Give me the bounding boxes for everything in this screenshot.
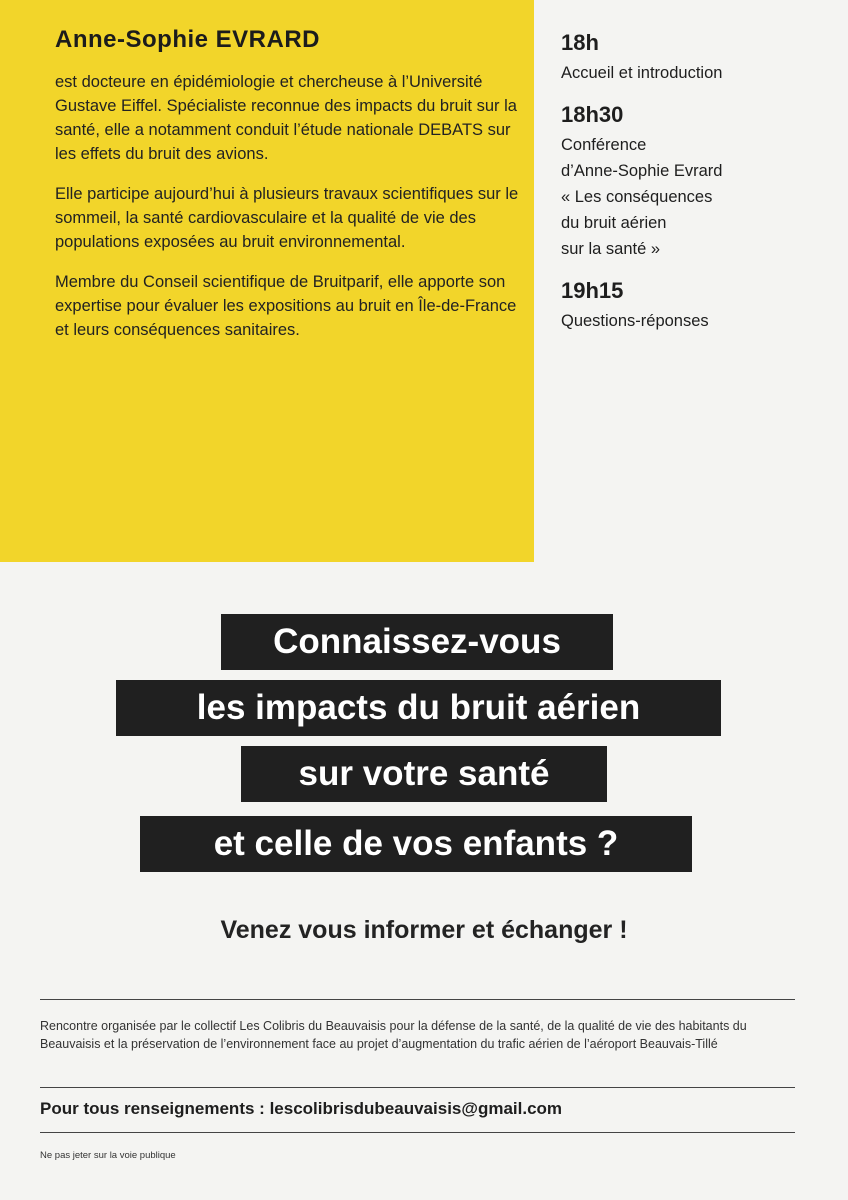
schedule-item bbox=[561, 278, 831, 334]
headline-line: Connaissez-vous bbox=[221, 614, 613, 670]
contact-label: Pour tous renseignements : bbox=[40, 1099, 265, 1118]
schedule-description: Accueil et introduction bbox=[561, 64, 723, 82]
organizer-note: Rencontre organisée par le collectif Les Colibris du Beauvaisis pour la défense de la santé, de la qualité de vie des habitants du Beauvaisis et la préservation de l’environnement face au projet d’augmentation du trafic aérien de l’aéroport Beauvais-Tillé bbox=[40, 1019, 747, 1051]
call-to-action: Venez vous informer et échanger ! bbox=[220, 916, 628, 944]
speaker-bio bbox=[55, 26, 525, 358]
bio-paragraph: Membre du Conseil scientifique de Bruitparif, elle apporte son expertise pour évaluer les expositions au bruit en Île-de-France et leurs conséquences sanitaires. bbox=[55, 273, 517, 339]
headline-line: les impacts du bruit aérien bbox=[116, 680, 721, 736]
schedule-description: Questions-réponses bbox=[561, 312, 709, 330]
bio-paragraph: Elle participe aujourd’hui à plusieurs travaux scientifiques sur le sommeil, la santé cardiovasculaire et la qualité de vie des populations exposées au bruit environnemental. bbox=[55, 185, 519, 251]
schedule-time: 18h bbox=[561, 30, 599, 55]
headline-line: sur votre santé bbox=[241, 746, 607, 802]
contact-line bbox=[40, 1099, 562, 1119]
schedule-item bbox=[561, 30, 831, 86]
divider bbox=[40, 999, 795, 1000]
disclaimer: Ne pas jeter sur la voie publique bbox=[40, 1150, 176, 1161]
bio-paragraph: est docteure en épidémiologie et chercheuse à l’Université Gustave Eiffel. Spécialiste reconnue des impacts du bruit sur la santé, elle a notamment conduit l’étude nationale DEBATS sur les effets du bruit des avions. bbox=[55, 73, 517, 163]
schedule-time: 18h30 bbox=[561, 102, 624, 127]
divider bbox=[40, 1087, 795, 1088]
contact-email: lescolibrisdubeauvaisis@gmail.com bbox=[269, 1099, 563, 1118]
divider bbox=[40, 1132, 795, 1133]
schedule-description: Conférence d’Anne-Sophie Evrard « Les conséquences du bruit aérien sur la santé » bbox=[561, 136, 723, 258]
headline-line: et celle de vos enfants ? bbox=[140, 816, 692, 872]
speaker-name: Anne-Sophie EVRARD bbox=[55, 26, 321, 53]
schedule-item bbox=[561, 102, 831, 262]
event-schedule bbox=[561, 30, 831, 350]
schedule-time: 19h15 bbox=[561, 278, 624, 303]
